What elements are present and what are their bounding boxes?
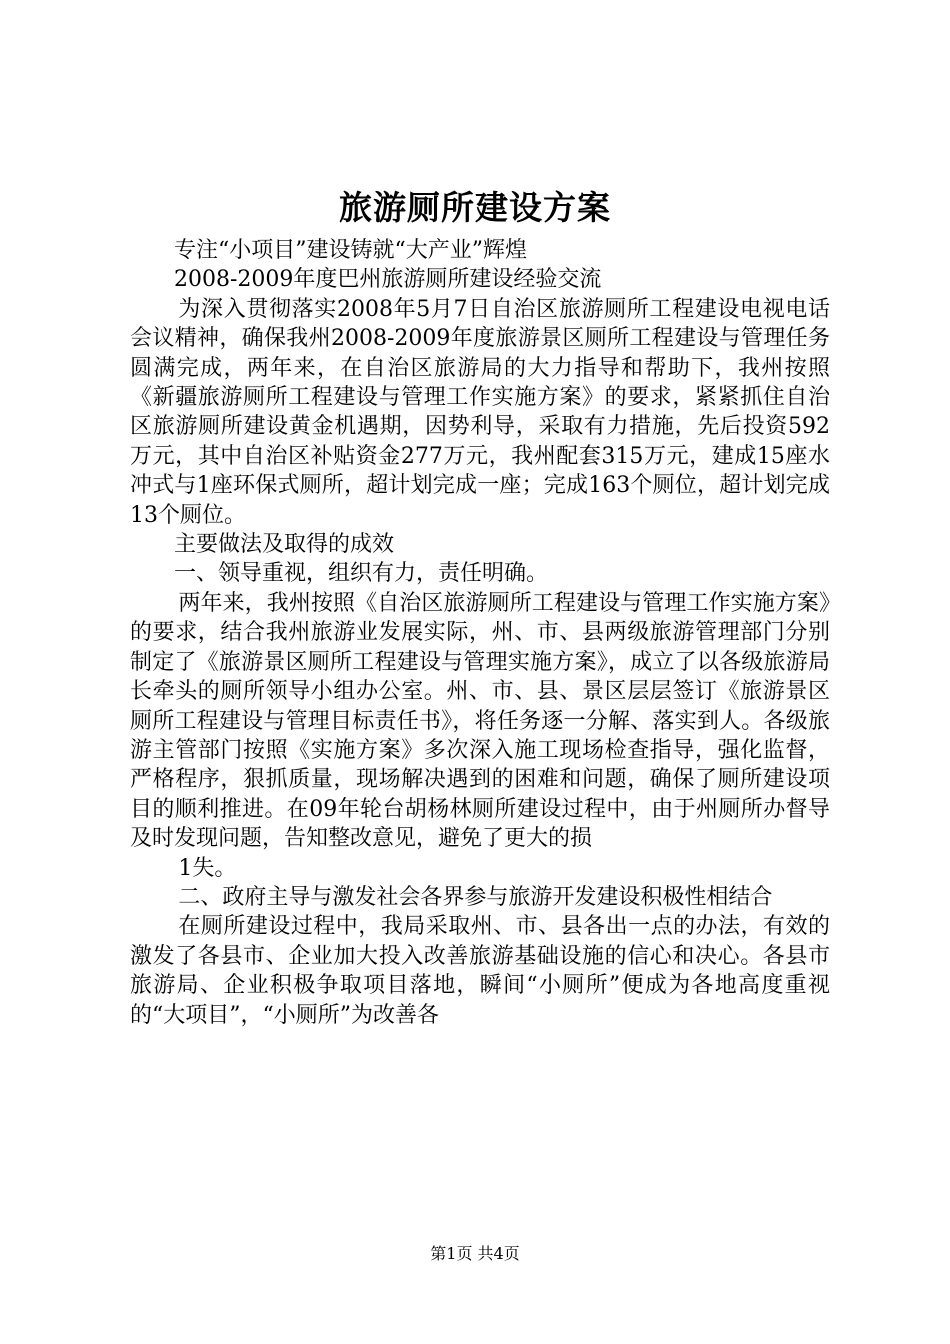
paragraph-section-2: 在厕所建设过程中，我局采取州、市、县各出一点的办法，有效的激发了各县市、企业加大投入改善旅游基础设施的信心和决心。各县市旅游局、企业积极争取项目落地，瞬间“小厕所”便成为各地高度重视的“大项目”，“小厕所”为改善各 [130,914,830,1028]
subtitle-line-1: 专注“小项目”建设铸就“大产业”辉煌 [174,238,527,263]
section-heading-2: 二、政府主导与激发社会各界参与旅游开发建设积极性相结合 [178,884,773,910]
paragraph-continuation: 1失。 [178,855,237,881]
paragraph-intro: 为深入贯彻落实2008年5月7日自治区旅游厕所工程建设电视电话会议精神，确保我州2008-2009年度旅游景区厕所工程建设与管理任务圆满完成，两年来，在自治区旅游局的大力指导和帮助下，我州按照《新疆旅游厕所工程建设与管理工作实施方案》的要求，紧紧抓住自治区旅游厕所建设黄金机遇期，因势利导，采取有力措施，先后投资592万元，其中自治区补贴资金277万元，我州配套315万元，建成15座水冲式与1座环保式厕所，超计划完成一座；完成163个厕位，超计划完成13个厕位。 [130,296,830,528]
document-body [130,236,830,1030]
section-heading-1: 一、领导重视，组织有力，责任明确。 [174,561,549,587]
subtitle-line-2: 2008-2009年度巴州旅游厕所建设经验交流 [174,267,602,293]
paragraph-section-1: 两年来，我州按照《自治区旅游厕所工程建设与管理工作实施方案》的要求，结合我州旅游业发展实际，州、市、县两级旅游管理部门分别制定了《旅游景区厕所工程建设与管理实施方案》，成立了以各级旅游局长牵头的厕所领导小组办公室。州、市、县、景区层层签订《旅游景区厕所工程建设与管理目标责任书》，将任务逐一分解、落实到人。各级旅游主管部门按照《实施方案》多次深入施工现场检查指导，强化监督，严格程序，狠抓质量，现场解决遇到的困难和问题，确保了厕所建设项目的顺利推进。在09年轮台胡杨林厕所建设过程中，由于州厕所办督导及时发现问题，告知整改意见，避免了更大的损 [130,590,830,852]
document-title: 旅游厕所建设方案 [339,188,611,227]
page-number-footer: 第1页 共4页 [430,1244,520,1263]
section-heading-main: 主要做法及取得的成效 [174,532,395,558]
